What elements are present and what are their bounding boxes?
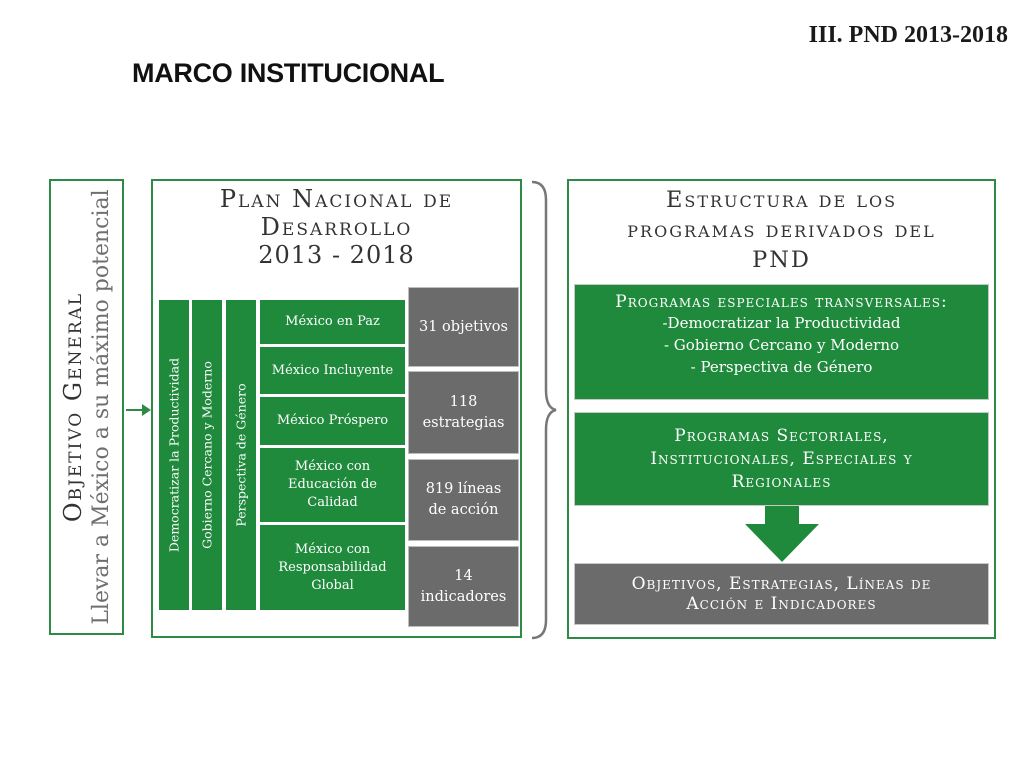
arrow-down-icon xyxy=(745,506,819,562)
objetivos-estrategias-box xyxy=(574,563,989,625)
meta-mexico-prospero: México Próspero xyxy=(260,397,405,445)
transversal-item: - Gobierno Cercano y Moderno xyxy=(663,336,900,354)
plan-title-line2: Desarrollo xyxy=(260,213,413,241)
programas-sectoriales-box xyxy=(574,412,989,506)
transversal-bar-genero xyxy=(226,300,256,610)
programas-transversales-title: Programas especiales transversales: xyxy=(615,292,948,312)
estructura-title-line1: Estructura de los xyxy=(665,187,898,213)
transversal-bar-label: Democratizar la Productividad xyxy=(166,357,182,553)
estructura-title-line2: programas derivados del xyxy=(627,217,936,243)
brace-icon xyxy=(528,180,558,640)
estructura-title xyxy=(569,185,994,275)
estructura-panel xyxy=(567,179,996,639)
indicador-estrategias: 118 estrategias xyxy=(408,371,519,454)
objetivos-line2: Acción e Indicadores xyxy=(686,594,877,614)
objetivos-line1: Objetivos, Estrategias, Líneas de xyxy=(631,574,932,594)
plan-nacional-panel xyxy=(151,179,522,638)
meta-mexico-responsabilidad: México con Responsabilidad Global xyxy=(260,525,405,610)
transversal-bar-label: Gobierno Cercano y Moderno xyxy=(199,361,215,549)
programas-transversales-box xyxy=(574,284,989,400)
meta-mexico-en-paz: México en Paz xyxy=(260,300,405,344)
sectoriales-line2: Institucionales, Especiales y xyxy=(650,448,913,469)
programas-sectoriales-label xyxy=(650,425,912,494)
plan-title-line3: 2013 - 2018 xyxy=(258,241,415,269)
meta-mexico-incluyente: México Incluyente xyxy=(260,347,405,394)
plan-title xyxy=(153,185,520,269)
indicador-objetivos: 31 objetivos xyxy=(408,287,519,367)
arrow-right-icon xyxy=(142,404,151,416)
page-title: MARCO INSTITUCIONAL xyxy=(132,58,445,88)
indicador-lineas-accion: 819 líneas de acción xyxy=(408,459,519,541)
transversal-bar-label: Perspectiva de Género xyxy=(233,383,249,527)
estructura-title-line3: PND xyxy=(752,247,811,273)
objetivo-general-title: Objetivo General xyxy=(58,291,87,523)
objetivo-general-subtitle: Llevar a México a su máximo potencial xyxy=(88,189,114,625)
transversal-item: - Perspectiva de Género xyxy=(690,358,873,376)
meta-mexico-educacion: México con Educación de Calidad xyxy=(260,448,405,522)
indicador-indicadores: 14 indicadores xyxy=(408,546,519,627)
transversal-bar-gobierno xyxy=(192,300,222,610)
transversal-item: -Democratizar la Productividad xyxy=(662,314,901,332)
objetivo-general-panel xyxy=(49,179,124,635)
transversal-bar-productividad xyxy=(159,300,189,610)
sectoriales-line1: Programas Sectoriales, xyxy=(674,425,889,446)
sectoriales-line3: Regionales xyxy=(731,471,832,492)
plan-title-line1: Plan Nacional de xyxy=(219,185,454,213)
objetivos-estrategias-label xyxy=(632,574,932,614)
section-title: III. PND 2013-2018 xyxy=(808,22,1008,48)
